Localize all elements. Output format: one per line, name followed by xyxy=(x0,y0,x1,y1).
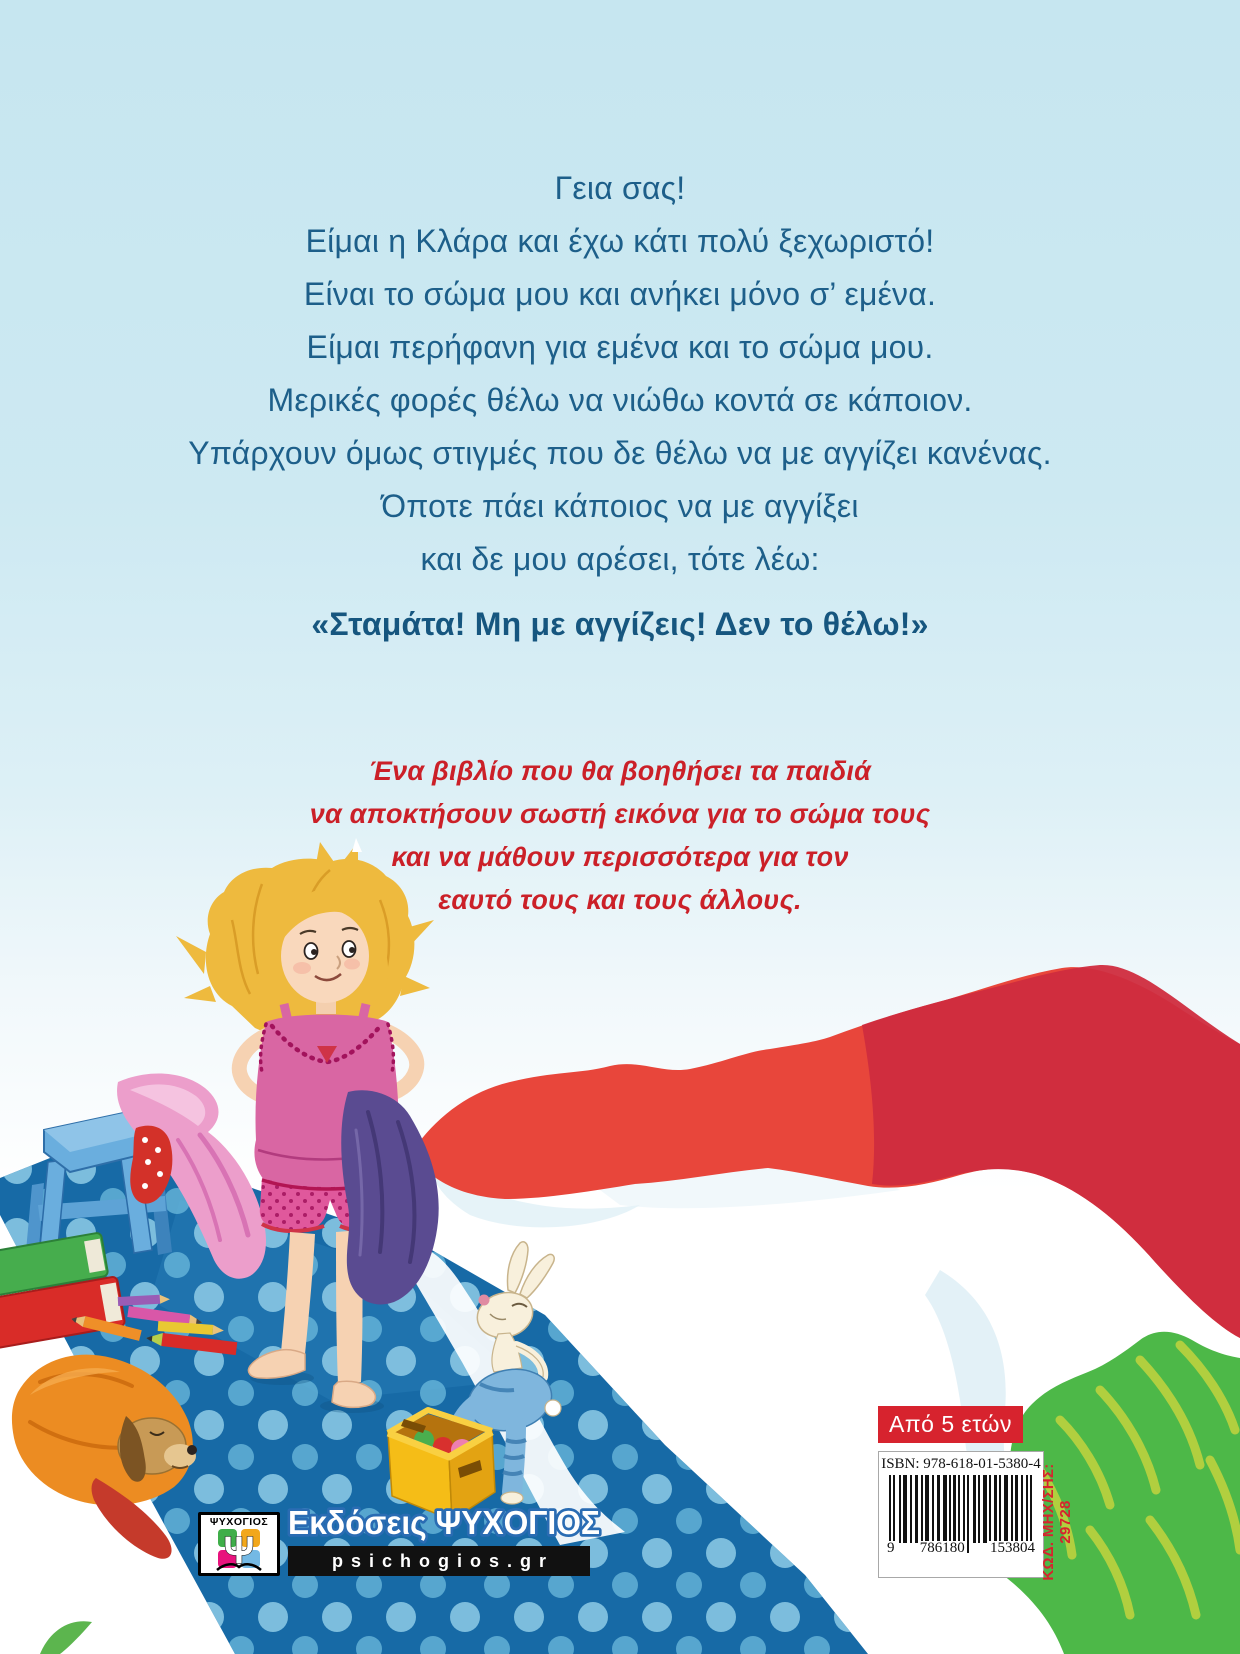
tagline-line: να αποκτήσουν σωστή εικόνα για το σώμα τους xyxy=(309,799,931,829)
barcode-box xyxy=(878,1451,1044,1578)
blurb-emphasis-line: «Σταμάτα! Μη με αγγίζεις! Δεν το θέλω!» xyxy=(311,606,929,642)
blurb-line: Μερικές φορές θέλω να νιώθω κοντά σε κάποιον. xyxy=(267,382,973,418)
publisher-logo-text: ΨΥΧΟΓΙΟΣ xyxy=(209,1516,269,1528)
tagline-line: και να μάθουν περισσότερα για τον xyxy=(391,842,849,872)
barcode-digit-group: 9 xyxy=(887,1540,895,1556)
publisher-website-bar xyxy=(288,1546,590,1576)
barcode-digits xyxy=(885,1541,1037,1556)
plant-sprig xyxy=(40,1621,92,1654)
blurb-line: Υπάρχουν όμως στιγμές που δε θέλω να με αγγίζει κανένας. xyxy=(188,435,1052,471)
blurb xyxy=(0,162,1240,651)
publisher-website: psichogios.gr xyxy=(331,1550,554,1571)
tagline-line: εαυτό τους και τους άλλους. xyxy=(438,885,802,915)
blurb-line: Είμαι περήφανη για εμένα και το σώμα μου. xyxy=(306,329,934,365)
blurb-line: και δε μου αρέσει, τότε λέω: xyxy=(420,541,820,577)
barcode-digit-group: 786180 xyxy=(919,1540,965,1556)
publisher-name: Εκδόσεις ΨΥΧΟΓΙΟΣ xyxy=(288,1504,600,1541)
svg-text:Ψ: Ψ xyxy=(223,1530,255,1572)
blurb-line: Είμαι η Κλάρα και έχω κάτι πολύ ξεχωριστό! xyxy=(305,223,935,259)
tagline xyxy=(0,750,1240,922)
tagline-line: Ένα βιβλίο που θα βοηθήσει τα παιδιά xyxy=(368,756,872,786)
publisher-logo xyxy=(198,1512,280,1576)
barcode-digit-group: 153804 xyxy=(990,1540,1035,1556)
psi-logo-icon xyxy=(216,1528,262,1572)
publisher-wordmark xyxy=(286,1503,608,1545)
machine-code: ΚΩΔ. ΜΗΧ/ΣΗΣ: 29728 xyxy=(1040,1463,1074,1581)
blurb-line: Είναι το σώμα μου και ανήκει μόνο σ’ εμένα. xyxy=(303,276,937,312)
age-badge: Από 5 ετών xyxy=(878,1406,1023,1443)
isbn-label: ISBN: 978-618-01-5380-4 xyxy=(881,1456,1041,1472)
blurb-line: Όποτε πάει κάποιος να με αγγίξει xyxy=(381,488,859,524)
blurb-line: Γεια σας! xyxy=(554,170,686,206)
